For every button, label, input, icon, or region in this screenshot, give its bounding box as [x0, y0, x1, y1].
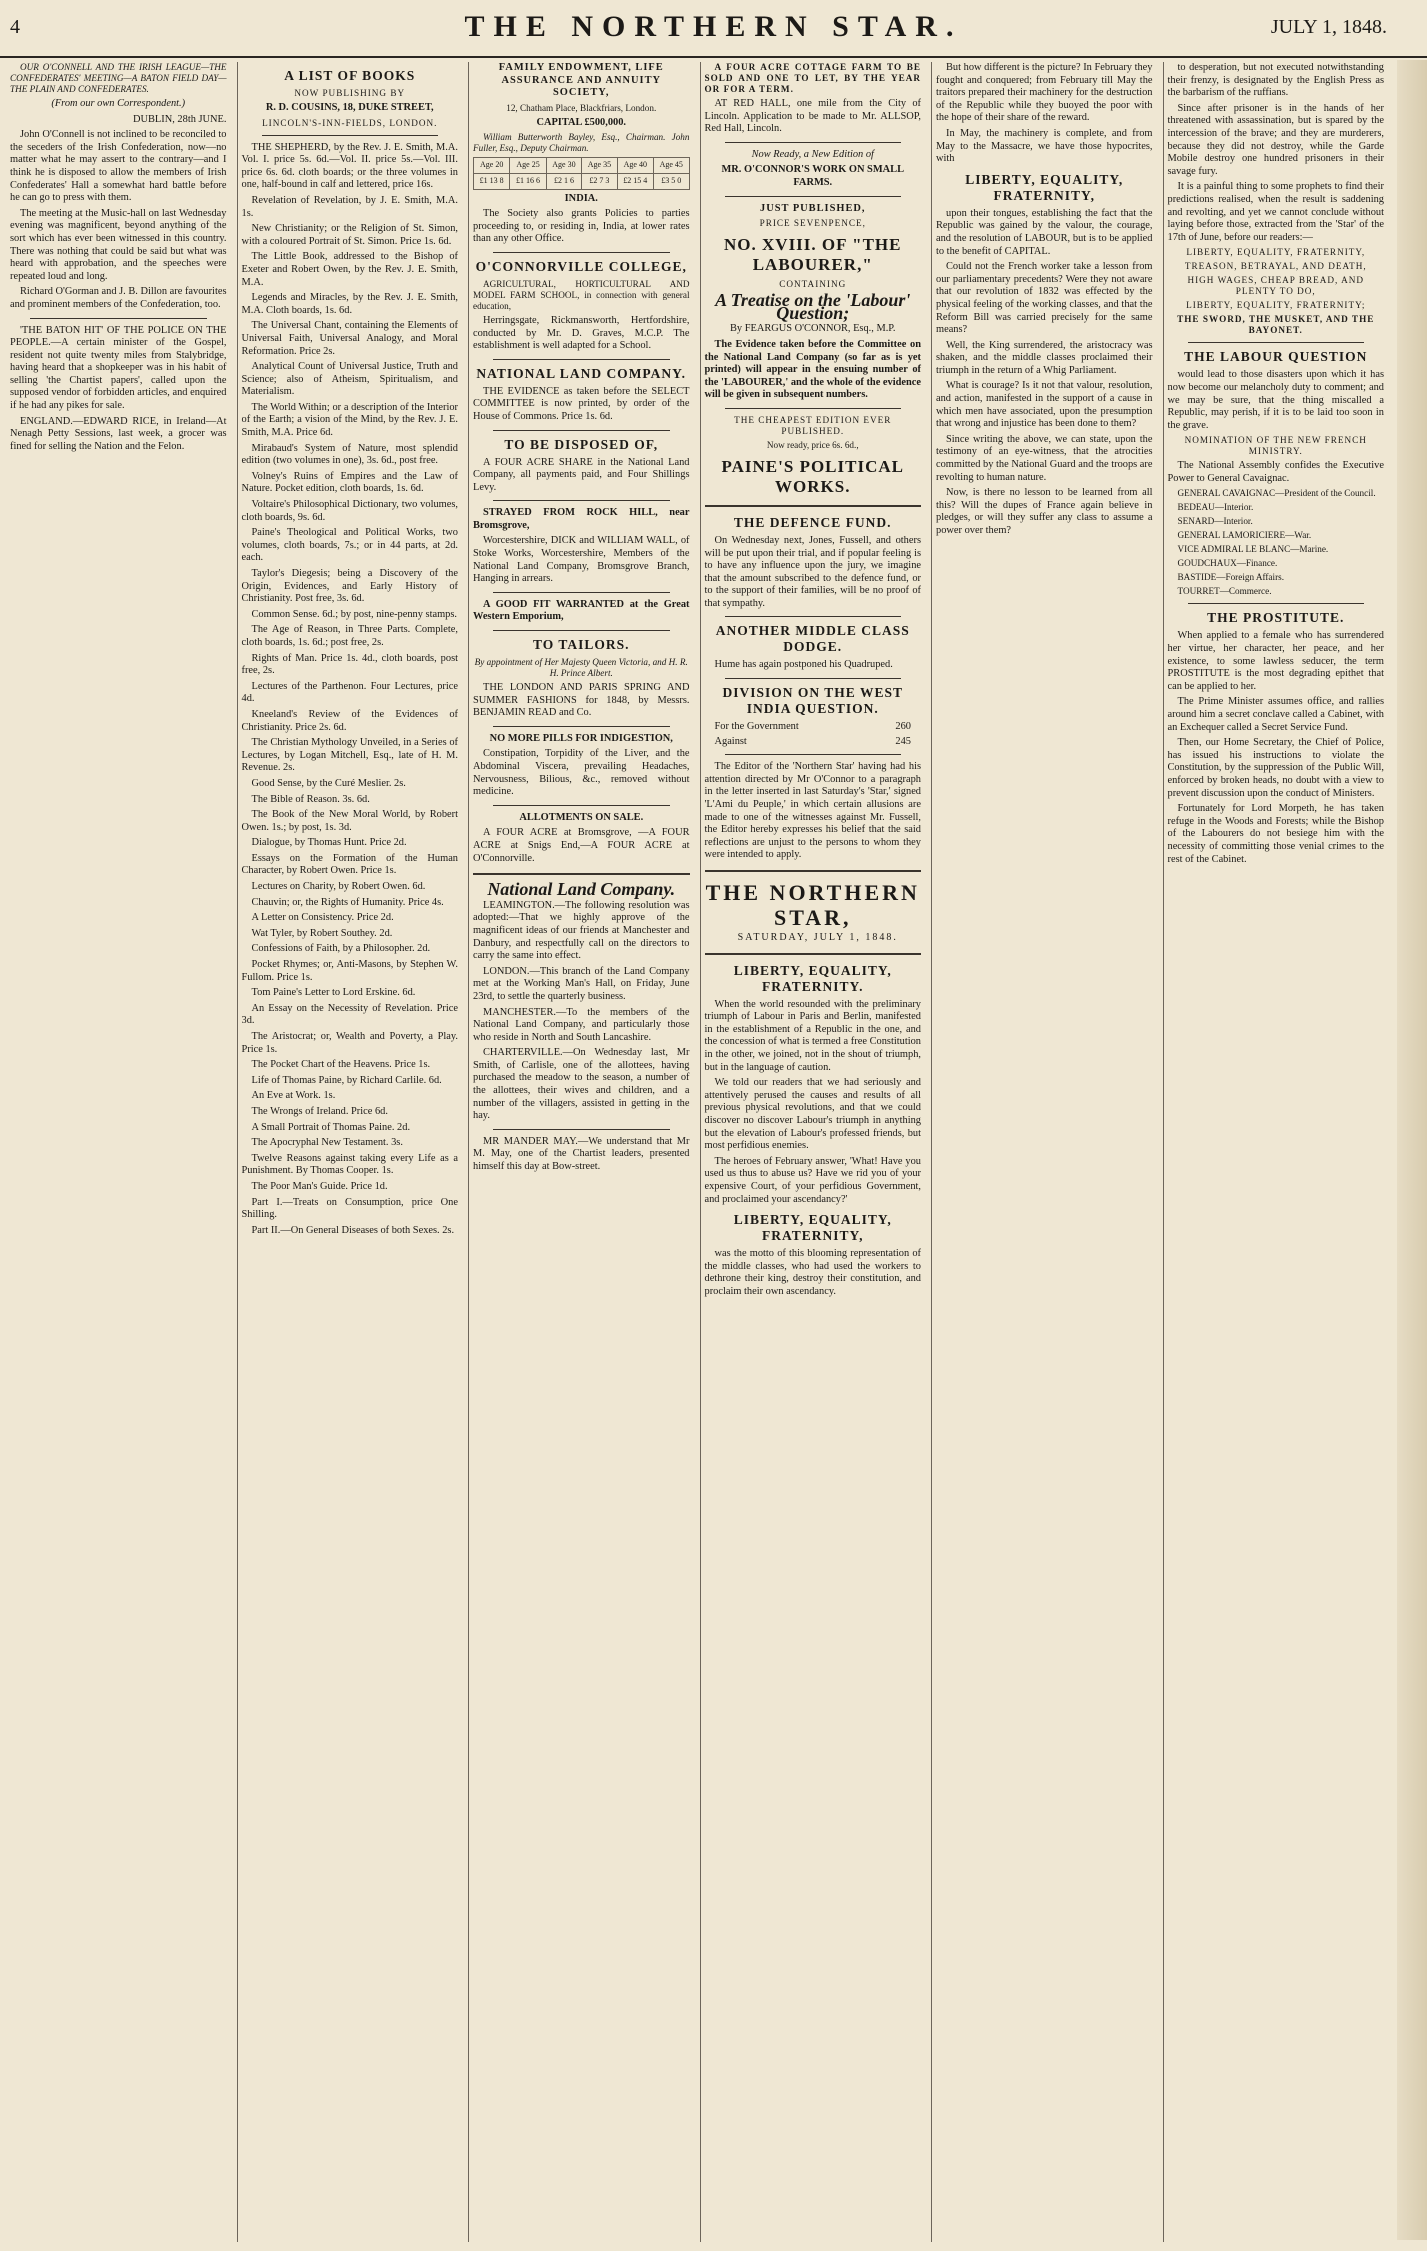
- strayed-heading: STRAYED FROM ROCK HILL, near Bromsgrove,: [473, 507, 690, 531]
- book-entry: An Essay on the Necessity of Revelation. Price 3d.: [241, 1002, 458, 1027]
- divider: [705, 505, 922, 507]
- col1-paragraph: 'THE BATON HIT' OF THE POLICE ON THE PEOPLE.—A certain minister of the Gospel, resident not quite twenty miles from Stalybridge, having heard that a shopkeeper was in his habit of selling 'the Chartist papers', called upon the supposed vendor of forbidden articles, and enquired if he had any pikes for sale.: [10, 324, 227, 412]
- divider: [473, 873, 690, 875]
- divider: [725, 142, 902, 143]
- divider: [493, 726, 670, 727]
- ministry-entry: BASTIDE—Foreign Affairs.: [1177, 572, 1284, 583]
- table-cell: Age 40: [617, 158, 653, 174]
- col1-paragraph: The meeting at the Music-hall on last Wednesday evening was magnificent, beyond anything of the sort which has ever been witnessed in this country. There was nothing that could be said but what was heard with approbation, and the speeches were repeated loud and long.: [10, 207, 227, 282]
- col3-footer: MR MANDER MAY.—We understand that Mr M. May, one of the Chartist leaders, presented himself this day at Bow-street.: [473, 1135, 690, 1173]
- book-entry: The World Within; or a description of the Interior of the Earth; a vision of the Mind, by the Rev. J. E. Smith, M.A. Price 6d.: [241, 401, 458, 439]
- column-4: [700, 62, 926, 2242]
- book-entry: Tom Paine's Letter to Lord Erskine. 6d.: [251, 987, 416, 999]
- book-entry: A Letter on Consistency. Price 2d.: [251, 912, 394, 924]
- book-entry: The Little Book, addressed to the Bishop of Exeter and Robert Owen, by the Rev. J. E. Smith, M.A.: [241, 251, 458, 288]
- disposed-text: A FOUR ACRE SHARE in the National Land Company, all payments paid, and Four Shillings Levy.: [473, 456, 690, 493]
- book-entry: Part II.—On General Diseases of both Sexes. 2s.: [251, 1224, 455, 1236]
- allotments-heading: ALLOTMENTS ON SALE.: [519, 811, 644, 823]
- col6-paragraph: Since after prisoner is in the hands of her threatened with assassination, but is spared by the intercession of the brave; and they are murderers, because they did not destroy, while the Garde Mobile destroy one hundred prisoners in their savage fury.: [1167, 102, 1384, 177]
- strayed-text: Worcestershire, DICK and WILLIAM WALL, of Stoke Works, Worcestershire, Members of the National Land Company, Bromsgrove Branch, Hanging in arrears.: [473, 535, 690, 585]
- paine-price: Now ready, price 6s. 6d.,: [766, 439, 859, 450]
- issue-date: JULY 1, 1848.: [1270, 16, 1387, 38]
- nlc-paragraph: LEAMINGTON.—The following resolution was adopted:—That we highly approve of the magnificent ideas of our friends at Manchester and Danbury, and respectfully call on the directors to carry the same into effect.: [473, 899, 690, 962]
- disposed-heading: TO BE DISPOSED OF,: [504, 436, 659, 452]
- book-list: [242, 142, 459, 1238]
- table-row: [474, 173, 690, 189]
- sword-line: THE SWORD, THE MUSKET, AND THE BAYONET.: [1177, 314, 1375, 336]
- allotments-text: A FOUR ACRE at Bromsgrove, —A FOUR ACRE at Snigs End,—A FOUR ACRE at O'Connorville.: [473, 827, 690, 864]
- tailors-subheading: By appointment of Her Majesty Queen Victoria, and H. R. H. Prince Albert.: [474, 657, 688, 679]
- col5-paragraph: What is courage? Is it not that valour, resolution, and action, manifested in the support of a cause in which men have associated, upon the presumption that wrong and injustice has been done to them?: [936, 380, 1153, 430]
- book-entry: The Aristocrat; or, Wealth and Poverty, a Play. Price 1s.: [241, 1031, 458, 1055]
- vote-count: 245: [895, 735, 911, 747]
- farm-heading: A FOUR ACRE COTTAGE FARM TO BE SOLD AND ONE TO LET, BY THE YEAR OR FOR A TERM.: [704, 62, 921, 94]
- col6-paragraph: It is a painful thing to some prophets to find their predictions realised, when the result is saddening and revolting, and yet we cannot conclude without laying before those, extracted from the 'Star' of the 17th of June, before our readers:—: [1167, 181, 1384, 243]
- nlc-paragraph: CHARTERVILLE.—On Wednesday last, Mr Smith, of Carlisle, one of the allottees, having purchased the meadow to the season, a number of the allottees, their wives and children, and a number of the villagers, assisted in getting in the hay.: [473, 1047, 690, 1122]
- table-cell: Age 30: [546, 158, 581, 174]
- table-cell: Age 20: [474, 158, 510, 174]
- book-entry: An Eve at Work. 1s.: [251, 1090, 336, 1102]
- divider: [493, 805, 670, 806]
- college-subheading: AGRICULTURAL, HORTICULTURAL AND MODEL FARM SCHOOL, in connection with general education,: [473, 278, 690, 311]
- col1-paragraph: Richard O'Gorman and J. B. Dillon are favourites and prominent members of the Confederation, too.: [10, 286, 227, 310]
- table-cell: £1 13 8: [474, 173, 510, 189]
- liberty-paragraph: The heroes of February answer, 'What! Have you used us thus to abuse us? Have we rid you of your expensive Court, of your perfidious Government, and proclaimed your ascendancy?': [704, 1155, 921, 1205]
- ministry-entry: VICE ADMIRAL LE BLANC—Marine.: [1177, 544, 1329, 555]
- divider: [725, 678, 902, 679]
- new-edition-title: MR. O'CONNOR'S WORK ON SMALL FARMS.: [721, 164, 905, 188]
- another-heading: ANOTHER MIDDLE CLASS DODGE.: [715, 623, 910, 655]
- book-entry: Legends and Miracles, by the Rev. J. E. Smith, M.A. Cloth boards, 1s. 6d.: [241, 292, 458, 316]
- book-entry: Essays on the Formation of the Human Character, by Robert Owen. Price 1s.: [241, 852, 458, 877]
- divider: [30, 318, 207, 319]
- new-edition-label: Now Ready, a New Edition of: [751, 148, 874, 160]
- book-entry: The Book of the New Moral World, by Robert Owen. 1s.; by post, 1s. 3d.: [241, 809, 458, 833]
- book-entry: A Small Portrait of Thomas Paine. 2d.: [251, 1121, 411, 1133]
- page-number: 4: [10, 16, 20, 38]
- col5-paragraph: upon their tongues, establishing the fact that the Republic was gained by the valour, the courage, and the resolution of LABOUR, but is to be applied to the benefit of CAPITAL.: [936, 207, 1153, 257]
- motto-line: LIBERTY, EQUALITY, FRATERNITY;: [1186, 300, 1366, 311]
- col5-liberty-heading: LIBERTY, EQUALITY, FRATERNITY,: [965, 171, 1124, 203]
- book-entry: Life of Thomas Paine, by Richard Carlile. 6d.: [251, 1074, 442, 1086]
- just-published: JUST PUBLISHED,: [760, 202, 866, 214]
- book-entry: Chauvin; or, the Rights of Humanity. Price 4s.: [251, 896, 444, 908]
- col6-paragraph: to desperation, but not executed notwithstanding their frenzy, is designated by the English Press as the barbarism of the ruffians.: [1167, 62, 1384, 99]
- table-cell: Age 35: [582, 158, 617, 174]
- divider: [493, 359, 670, 360]
- liberty-heading: LIBERTY, EQUALITY, FRATERNITY.: [733, 962, 892, 994]
- book-entry: The Age of Reason, in Three Parts. Complete, cloth boards, 1s. 6d.; post free, 2s.: [241, 624, 458, 648]
- col5-paragraph: In May, the machinery is complete, and from May to the Massacre, we have those hypocrites, with: [936, 127, 1153, 165]
- table-cell: £3 5 0: [653, 173, 689, 189]
- book-entry: Part I.—Treats on Consumption, price One Shilling.: [241, 1196, 458, 1221]
- labourer-number: NO. XVIII. OF "THE LABOURER,": [724, 235, 902, 275]
- book-entry: New Christianity; or the Religion of St. Simon, with a coloured Portrait of St. Simon. Price 1s. 6d.: [241, 223, 458, 247]
- book-entry: Twelve Reasons against taking every Life as a Punishment. By Thomas Cooper. 1s.: [241, 1152, 458, 1177]
- assurance-capital: CAPITAL £500,000.: [536, 116, 627, 128]
- ministry-entry: SENARD—Interior.: [1177, 516, 1253, 527]
- column-5: [931, 62, 1157, 2242]
- divider: [725, 616, 902, 617]
- motto-line: TREASON, BETRAYAL, AND DEATH,: [1184, 261, 1367, 272]
- table-cell: Age 25: [510, 158, 546, 174]
- column-6: [1163, 62, 1389, 2242]
- labour-question-heading: THE LABOUR QUESTION: [1184, 349, 1368, 365]
- emporium-heading: A GOOD FIT WARRANTED at the Great Western Emporium,: [473, 598, 690, 623]
- northern-star-date: SATURDAY, JULY 1, 1848.: [737, 932, 898, 943]
- table-cell: Age 45: [653, 158, 689, 174]
- divider: [493, 592, 670, 593]
- vote-label: Against: [714, 735, 747, 747]
- nlc-paragraph: LONDON.—This branch of the Land Company met at the Working Man's Hall, on Friday, June 23rd, to settle the quarterly business.: [473, 965, 690, 1002]
- prostitute-paragraph: When applied to a female who has surrendered her virtue, her character, her peace, and her existence, to some lawless seducer, the term PROSTITUTE is the most degrading epithet that can be applied to her.: [1167, 630, 1384, 692]
- page-margin: [1397, 60, 1427, 2240]
- india-text: The Society also grants Policies to parties proceeding to, or residing in, India, at lower rates than any other Office.: [473, 208, 690, 245]
- liberty-heading-2: LIBERTY, EQUALITY, FRATERNITY,: [733, 1212, 892, 1244]
- ministry-entry: GENERAL CAVAIGNAC—President of the Council.: [1177, 488, 1376, 499]
- division-heading: DIVISION ON THE WEST INDIA QUESTION.: [722, 685, 903, 717]
- book-entry: The Pocket Chart of the Heavens. Price 1s.: [251, 1059, 431, 1071]
- defence-text: On Wednesday next, Jones, Fussell, and others will be put upon their trial, and if popular feeling is to have any influence upon the jury, we imagine that the amount subscribed to the defence fund, or to the support of their families, will be no proof of that sympathy.: [704, 534, 921, 609]
- another-text: Hume has again postponed his Quadruped.: [714, 659, 893, 671]
- table-cell: £1 16 6: [510, 173, 546, 189]
- assurance-company: FAMILY ENDOWMENT, LIFE ASSURANCE AND ANNUITY SOCIETY,: [498, 62, 664, 99]
- divider: [493, 500, 670, 501]
- nomination-text: The National Assembly confides the Executive Power to General Cavaignac.: [1167, 460, 1384, 484]
- table-cell: £2 7 3: [582, 173, 617, 189]
- nlc-paragraph: MANCHESTER.—To the members of the National Land Company, and particularly those who reside in North and South Lancashire.: [473, 1006, 690, 1043]
- ministry-entry: GOUDCHAUX—Finance.: [1177, 558, 1278, 569]
- nomination-heading: NOMINATION OF THE NEW FRENCH MINISTRY.: [1184, 435, 1367, 457]
- cheapest-edition: THE CHEAPEST EDITION EVER PUBLISHED.: [734, 414, 892, 436]
- col5-paragraph: Could not the French worker take a lesson from our parliamentary precedents? Were they not aware that our revolution of 1832 was effected by the physical feeling of the working classes, and that the Reform Bill was carried precisely for the same means?: [936, 261, 1153, 336]
- divider: [725, 408, 902, 409]
- indigestion-heading: NO MORE PILLS FOR INDIGESTION,: [489, 732, 673, 744]
- divider: [493, 430, 670, 431]
- vote-label: For the Government: [714, 721, 799, 733]
- book-entry: Kneeland's Review of the Evidences of Christianity. Price 2s. 6d.: [241, 708, 458, 733]
- farm-text: AT RED HALL, one mile from the City of Lincoln. Application to be made to Mr. ALLSOP, Red Hall, Lincoln.: [704, 98, 921, 135]
- book-entry: Mirabaud's System of Nature, most splendid edition (two volumes in one), 3s. 6d., post free.: [241, 442, 458, 467]
- divider: [705, 953, 922, 955]
- col1-dateline: DUBLIN, 28th JUNE.: [132, 113, 227, 125]
- prostitute-heading: THE PROSTITUTE.: [1207, 610, 1345, 626]
- ministry-entry: GENERAL LAMORICIERE—War.: [1177, 530, 1312, 541]
- col5-paragraph: Well, the King surrendered, the aristocracy was shaken, and the middle classes proclaimed their triumph in the return of a Whig Parliament.: [936, 339, 1153, 376]
- evidence-note: The Evidence taken before the Committee on the National Land Company (so far as is yet printed) will appear in the ensuing number of the 'LABOURER,' and the whole of the evidence will be given in subsequent numbers.: [704, 338, 921, 401]
- land-company-heading: NATIONAL LAND COMPANY.: [476, 365, 687, 381]
- indigestion-text: Constipation, Torpidity of the Liver, and the Abdominal Viscera, prevailing Headaches, Nervousness, Bilious, &c., removed without medicine.: [473, 748, 690, 798]
- col5-paragraph: Now, is there no lesson to be learned from all this? Will the dupes of France again believe in pledges, or will they suffer any class to assume a power over them?: [936, 487, 1153, 536]
- masthead: [0, 0, 1427, 58]
- editor-note: The Editor of the 'Northern Star' having had his attention directed by Mr O'Connor to a paragraph in the letter inserted in last Saturday's 'Star,' signed 'L'Ami du Peuple,' in which certain allusions are made to one of the witnesses against Mr. Fussell, the Editor hereby expresses his belief that the said reflections are unjust to the persons to whom they were intended to apply.: [704, 761, 921, 861]
- india-heading: INDIA.: [564, 192, 598, 204]
- book-entry: Taylor's Diegesis; being a Discovery of the Origin, Evidences, and Early History of Christianity. Post free, 3s. 6d.: [241, 568, 458, 605]
- liberty-paragraph: was the motto of this blooming representation of the middle classes, who had used the workers to dethrone their king, destroy their constitution, and proclaim their own ascendancy.: [704, 1248, 921, 1297]
- book-entry: Pocket Rhymes; or, Anti-Masons, by Stephen W. Fullom. Price 1s.: [241, 959, 458, 983]
- column-3: [468, 62, 694, 2242]
- table-cell: £2 15 4: [617, 173, 653, 189]
- books-publisher-line: NOW PUBLISHING BY: [294, 88, 406, 98]
- col1-intro: OUR O'CONNELL AND THE IRISH LEAGUE—THE CONFEDERATES' MEETING—A BATON FIELD DAY—THE PLAIN AND CONFEDERATES.: [10, 62, 227, 94]
- book-entry: Voltaire's Philosophical Dictionary, two volumes, cloth boards, 9s. 6d.: [241, 499, 458, 523]
- table-cell: £2 1 6: [546, 173, 581, 189]
- newspaper-title: THE NORTHERN STAR.: [464, 10, 963, 43]
- column-1: [6, 62, 231, 2242]
- books-heading: A LIST OF BOOKS: [284, 68, 416, 83]
- divider: [705, 870, 922, 872]
- book-entry: Common Sense. 6d.; by post, nine-penny stamps.: [251, 608, 457, 620]
- book-entry: Dialogue, by Thomas Hunt. Price 2d.: [251, 837, 407, 849]
- tailors-heading: TO TAILORS.: [532, 637, 630, 653]
- defence-heading: THE DEFENCE FUND.: [733, 514, 892, 530]
- book-entry: Lectures of the Parthenon. Four Lectures, price 4d.: [241, 680, 458, 705]
- containing-label: CONTAINING: [779, 279, 847, 290]
- book-entry: The Universal Chant, containing the Elements of Universal Faith, Universal Analogy, and Moral Reformation. Price 2s.: [241, 320, 458, 357]
- college-text: Herringsgate, Rickmansworth, Hertfordshire, conducted by Mr. D. Graves, M.C.P. The establishment is well adapted for a School.: [473, 314, 690, 352]
- column-2: [237, 62, 463, 2242]
- book-entry: Lectures on Charity, by Robert Owen. 6d.: [251, 881, 426, 893]
- labour-question-text: would lead to those disasters upon which it has now become our melancholy duty to comment; and we may be sure, that the thing miscalled a Republic, may perish, if it is to be laid too soon in the grave.: [1167, 369, 1384, 431]
- northern-star-heading: THE NORTHERN STAR,: [705, 880, 920, 930]
- book-entry: The Christian Mythology Unveiled, in a Series of Lectures, by Logan Mitchell, Esq., late of H. M. Revenue. 2s.: [241, 737, 458, 774]
- book-entry: Confessions of Faith, by a Philosopher. 2d.: [251, 943, 431, 955]
- divider: [493, 252, 670, 253]
- col5-paragraph: Since writing the above, we can state, upon the testimony of an eye-witness, that the atrocities committed by the National Guard and the troops are revolting to human nature.: [936, 433, 1153, 483]
- divider: [725, 754, 902, 755]
- book-entry: Good Sense, by the Curé Meslier. 2s.: [251, 777, 406, 789]
- divider: [262, 135, 439, 136]
- divider: [725, 196, 902, 197]
- treatise-author: By FEARGUS O'CONNOR, Esq., M.P.: [729, 323, 896, 335]
- books-publisher: R. D. COUSINS, 18, DUKE STREET,: [265, 102, 434, 113]
- book-entry: THE SHEPHERD, by the Rev. J. E. Smith, M.A. Vol. I. price 5s. 6d.—Vol. II. price 5s.—Vol. III. price 6s. 6d. cloth boards; or the three volumes in one, half-bound in calf and lettered, price 16s.: [241, 141, 458, 191]
- ministry-entry: TOURRET—Commerce.: [1177, 586, 1272, 597]
- national-land-company-banner: National Land Company.: [487, 879, 676, 900]
- divider: [1188, 603, 1365, 604]
- book-entry: Rights of Man. Price 1s. 4d., cloth boards, post free, 2s.: [241, 652, 458, 677]
- college-heading: O'CONNORVILLE COLLEGE,: [475, 258, 687, 274]
- prostitute-paragraph: Then, our Home Secretary, the Chief of Police, has issued his instructions to violate the Constitution, by the suppression of the Public Will, enforced by broken heads, no doubt with a view to prevent discussion upon the conduct of Ministers.: [1167, 737, 1384, 799]
- book-entry: The Wrongs of Ireland. Price 6d.: [251, 1105, 388, 1117]
- book-entry: The Poor Man's Guide. Price 1d.: [251, 1180, 388, 1192]
- book-entry: Volney's Ruins of Empires and the Law of Nature. Pocket edition, cloth boards, 1s. 6d.: [241, 470, 458, 495]
- assurance-address: 12, Chatham Place, Blackfriars, London.: [506, 102, 657, 113]
- book-entry: The Apocryphal New Testament. 3s.: [251, 1137, 403, 1149]
- col5-paragraph: But how different is the picture? In February they fought and conquered; from February till May the traitors prepared their machinery for the destruction of the Republic while they buoyed the poor with the hope of their share of the reward.: [936, 62, 1153, 124]
- ministry-entry: BEDEAU—Interior.: [1177, 502, 1254, 513]
- paine-title: PAINE'S POLITICAL WORKS.: [721, 456, 904, 496]
- tailors-text: THE LONDON AND PARIS SPRING AND SUMMER FASHIONS for 1848, by Messrs. BENJAMIN READ and Co.: [473, 682, 690, 719]
- book-entry: Revelation of Revelation, by J. E. Smith, M.A. 1s.: [241, 194, 458, 219]
- book-entry: Paine's Theological and Political Works, two volumes, cloth boards, 7s.; or in 44 parts, at 2d. each.: [241, 527, 458, 564]
- book-entry: Wat Tyler, by Robert Southey. 2d.: [251, 927, 393, 939]
- vote-count: 260: [895, 721, 911, 733]
- premium-table: [473, 157, 690, 189]
- divider: [493, 630, 670, 631]
- motto-line: LIBERTY, EQUALITY, FRATERNITY,: [1186, 247, 1366, 258]
- columns: [6, 62, 1388, 2242]
- book-entry: The Bible of Reason. 3s. 6d.: [251, 793, 370, 805]
- liberty-paragraph: When the world resounded with the preliminary triumph of Labour in Paris and Berlin, manifested in the establishment of a Republic in the one, and the concession of what is termed a free Constitution in the other, we joined, not in the shout of triumph, but in the language of caution.: [704, 998, 921, 1073]
- liberty-paragraph: We told our readers that we had seriously and attentively perused the causes and results of all previous physical revolutions, and that we could discover no discover Labour's triumph in anything but the elevation of Labour's professed friends, but most perfidious enemies.: [704, 1077, 921, 1152]
- vote-row-against: [705, 736, 922, 749]
- divider: [493, 1129, 670, 1130]
- col1-correspondent: (From our own Correspondent.): [51, 98, 186, 109]
- price-line: PRICE SEVENPENCE,: [759, 218, 866, 229]
- assurance-trustees: William Butterworth Bayley, Esq., Chairman. John Fuller, Esq., Deputy Chairman.: [473, 132, 690, 154]
- col1-footer: ENGLAND.—EDWARD RICE, in Ireland—At Nenagh Petty Sessions, last week, a grocer was fined for selling the Nation and the Felon.: [10, 415, 227, 452]
- prostitute-paragraph: The Prime Minister assumes office, and rallies around him a secret conclave called a Cabinet, with an Exchequer called a Secret Service Fund.: [1167, 696, 1384, 733]
- divider: [1188, 342, 1365, 343]
- motto-line: HIGH WAGES, CHEAP BREAD, AND PLENTY TO DO,: [1187, 275, 1365, 297]
- vote-row-for: [705, 721, 922, 734]
- table-row: [474, 158, 690, 174]
- col1-paragraph: John O'Connell is not inclined to be reconciled to the seceders of the Irish Confederation, now—no matter what he may assert to the contrary—and I think he is disposed to allow the members of Irish Confederates' Hall a somewhat hard battle before he can go to press with them.: [10, 129, 227, 204]
- book-entry: Analytical Count of Universal Justice, Truth and Science; also of Atheism, Spiritualism, and Materialism.: [241, 361, 458, 398]
- books-address: LINCOLN'S-INN-FIELDS, LONDON.: [262, 117, 438, 128]
- prostitute-paragraph: Fortunately for Lord Morpeth, he has taken refuge in the Woods and Forests; while the Bishop of the Labourers do not besiege him with the necessity of committing those venial crimes to the rest of the Cabinet.: [1167, 803, 1384, 865]
- land-company-text: THE EVIDENCE as taken before the SELECT COMMITTEE is now printed, by order of the House of Commons. Price 1s. 6d.: [473, 385, 690, 422]
- treatise-title: A Treatise on the 'Labour' Question;: [715, 290, 911, 323]
